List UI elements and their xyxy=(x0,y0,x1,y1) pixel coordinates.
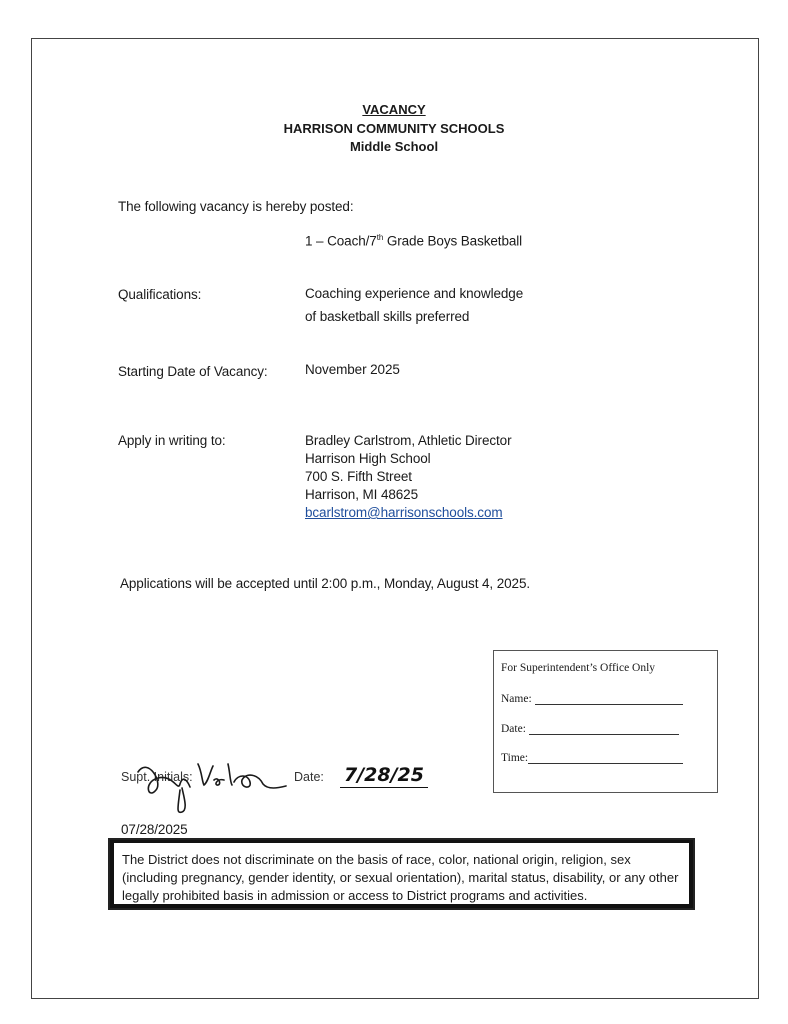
superintendent-office-box xyxy=(493,650,718,793)
office-name-label: Name: xyxy=(501,693,532,705)
qualifications-line-1: Coaching experience and knowledge xyxy=(305,286,524,301)
apply-email-link[interactable]: bcarlstrom@harrisonschools.com xyxy=(305,505,503,520)
position-prefix: 1 – Coach/7 xyxy=(305,233,377,249)
qualifications-label: Qualifications: xyxy=(118,287,202,302)
nondiscrimination-notice-text: The District does not discriminate on the basis of race, color, national origin, religion, sex (including pregnancy, gender identity, or sexual orientation), marital status, disability, or any other legally prohibited basis in admission or access to District programs and activities. xyxy=(114,843,689,904)
nondiscrimination-notice-box xyxy=(108,838,695,910)
office-date-row xyxy=(501,723,679,735)
office-box-title: For Superintendent’s Office Only xyxy=(501,662,656,674)
apply-label: Apply in writing to: xyxy=(118,433,226,448)
supt-signature-image xyxy=(118,752,298,822)
vacancy-title: VACANCY xyxy=(362,102,426,117)
apply-contact-name: Bradley Carlstrom, Athletic Director xyxy=(305,433,512,448)
office-date-line xyxy=(529,724,679,735)
deadline-text: Applications will be accepted until 2:00 p.m., Monday, August 4, 2025. xyxy=(120,576,531,591)
office-date-label: Date: xyxy=(501,723,526,735)
apply-school: Harrison High School xyxy=(305,451,431,466)
supt-date-label: Date: xyxy=(294,770,324,784)
start-date-label: Starting Date of Vacancy: xyxy=(118,364,268,379)
supt-initials-label: Supt. Initials: xyxy=(121,770,193,784)
posted-date: 07/28/2025 xyxy=(121,822,188,837)
apply-city: Harrison, MI 48625 xyxy=(305,487,419,502)
position-ordinal: th xyxy=(376,233,384,242)
office-time-label: Time: xyxy=(501,752,529,764)
office-time-row xyxy=(501,752,683,764)
apply-street: 700 S. Fifth Street xyxy=(305,469,412,484)
position-suffix: Grade Boys Basketball xyxy=(383,233,523,249)
start-date-value: November 2025 xyxy=(305,362,400,377)
qualifications-line-2: of basketball skills preferred xyxy=(305,309,470,324)
supt-date-value: 7/28/25 xyxy=(340,763,428,788)
office-time-line xyxy=(528,753,683,764)
office-name-line xyxy=(535,694,683,705)
district-name: HARRISON COMMUNITY SCHOOLS xyxy=(283,121,505,136)
office-name-row xyxy=(501,693,683,705)
intro-text: The following vacancy is hereby posted: xyxy=(118,199,354,214)
school-name: Middle School xyxy=(349,139,439,154)
position-title xyxy=(305,233,522,249)
